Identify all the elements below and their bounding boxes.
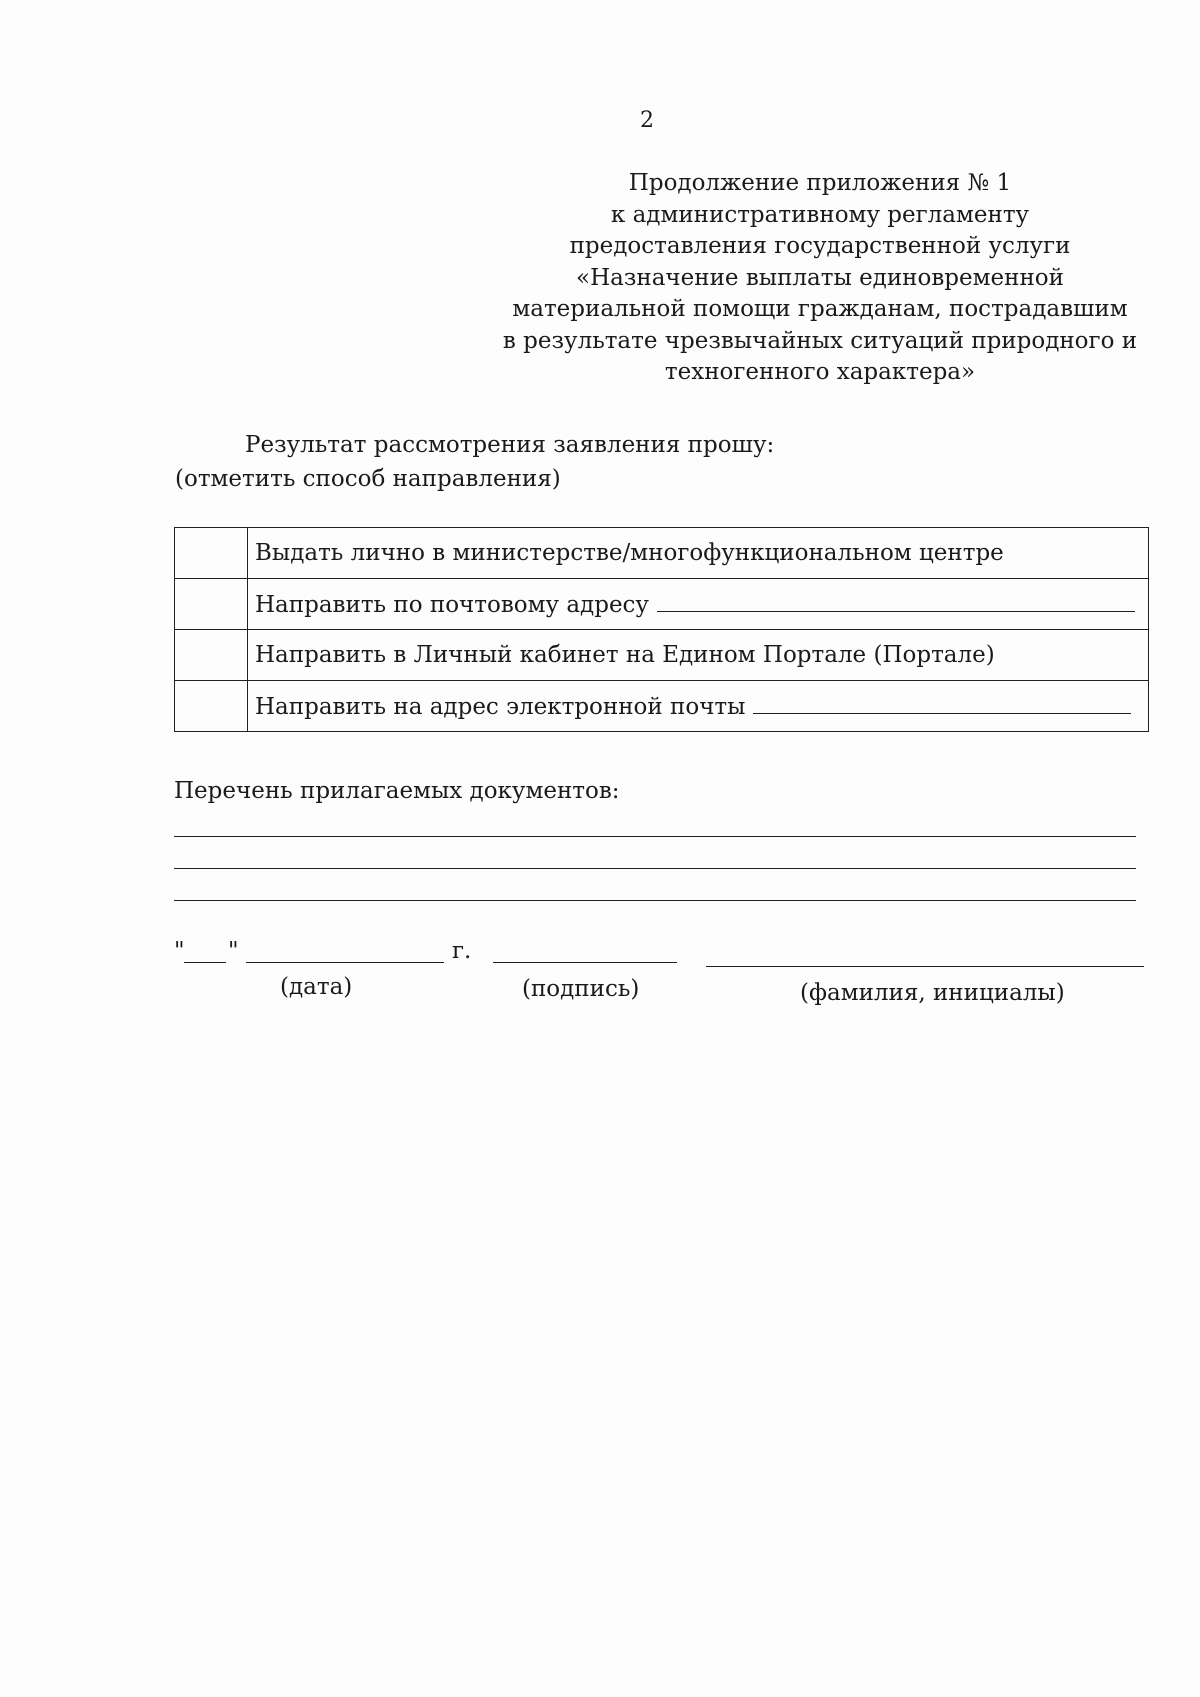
delivery-option-checkbox[interactable] [175,528,248,579]
delivery-options-table [174,527,1149,732]
option-text: Направить по почтовому адресу [255,591,649,618]
delivery-option-label [248,528,1149,579]
option-text: Выдать лично в министерстве/многофункциональном центре [255,540,1004,566]
delivery-option-label [248,681,1149,732]
option-text: Направить в Личный кабинет на Едином Портале (Портале) [255,642,995,668]
option-text: Направить на адрес электронной почты [255,693,746,720]
delivery-option-checkbox[interactable] [175,579,248,630]
request-line: Результат рассмотрения заявления прошу: [245,432,775,458]
full-name-field[interactable] [706,966,1144,967]
documents-heading: Перечень прилагаемых документов: [174,778,620,804]
page-number: 2 [640,108,654,133]
postal-address-field[interactable] [657,591,1135,612]
documents-blank-line[interactable] [174,836,1136,837]
signature-field[interactable] [493,962,677,963]
appendix-line: материальной помощи гражданам, пострадавшим [512,296,1128,322]
delivery-option-row [175,681,1149,732]
quote-open: " [174,938,185,964]
delivery-option-row [175,630,1149,681]
appendix-line: «Назначение выплаты единовременной [576,264,1064,291]
delivery-option-checkbox[interactable] [175,681,248,732]
date-caption: (дата) [280,974,353,1000]
delivery-option-row [175,579,1149,630]
delivery-option-label [248,630,1149,681]
request-note: (отметить способ направления) [175,466,561,492]
name-caption: (фамилия, инициалы) [800,980,1065,1006]
appendix-line: Продолжение приложения № 1 [628,170,1012,196]
email-address-field[interactable] [753,693,1131,714]
quote-close: " [228,938,239,964]
month-year-field[interactable] [246,962,444,963]
delivery-option-row [175,528,1149,579]
delivery-option-label [248,579,1149,630]
appendix-line: техногенного характера» [664,359,976,385]
delivery-option-checkbox[interactable] [175,630,248,681]
appendix-line: в результате чрезвычайных ситуаций природного и [502,327,1138,354]
documents-blank-line[interactable] [174,868,1136,869]
appendix-line: к административному регламенту [610,201,1030,228]
day-field[interactable] [184,962,226,963]
year-suffix: г. [452,938,472,964]
appendix-header [470,168,1170,389]
documents-blank-line[interactable] [174,900,1136,901]
signature-caption: (подпись) [522,976,640,1002]
appendix-line: предоставления государственной услуги [569,233,1071,259]
